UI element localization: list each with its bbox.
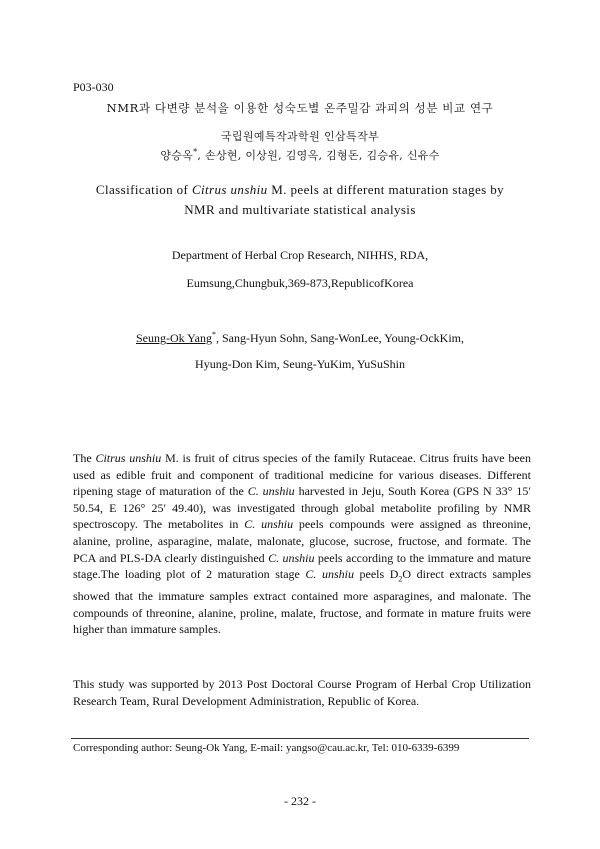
korean-affiliation: 국립원예특작과학원 인삼특작부 — [220, 130, 380, 143]
korean-title: NMR과 다변량 분석을 이용한 성숙도별 온주밀감 과피의 성분 비교 연구 — [106, 101, 494, 115]
corr-mark: * — [211, 330, 216, 339]
department: Department of Herbal Crop Research, NIHHS, RDA, — [171, 248, 429, 262]
title-species: Citrus unshiu — [191, 182, 268, 197]
korean-corr-mark: * — [193, 147, 198, 157]
korean-first-author: 양승옥 — [160, 149, 194, 162]
english-authors-line1 — [0, 330, 600, 346]
title-pre: Classification of — [95, 182, 192, 197]
title-line2: NMR and multivariate statistical analysis — [184, 202, 416, 217]
korean-other-authors: , 손상현, 이상원, 김영옥, 김형돈, 김승유, 신유수 — [197, 149, 440, 162]
acknowledgement: This study was supported by 2013 Post Doctoral Course Program of Herbal Crop Utilization Research Team, Rural Development Administration, Republic of Korea. — [73, 677, 531, 708]
abstract-code: P03-030 — [73, 80, 114, 94]
footnote: Corresponding author: Seung-Ok Yang, E-mail: yangso@cau.ac.kr, Tel: 010-6339-6399 — [73, 742, 460, 754]
page-number: - 232 - — [284, 794, 316, 808]
authors-line1-rest: , Sang-Hyun Sohn, Sang-WonLee, Young-OckKim, — [215, 331, 465, 345]
english-authors-line2: Hyung-Don Kim, Seung-YuKim, YuSuShin — [195, 357, 405, 371]
abstract-body: The Citrus unshiu M. is fruit of citrus species of the family Rutaceae. Citrus fruits have been used as edible fruit and component of traditional medicine for various diseases. Different ripening stage of maturation of the C. unshiu harvested in Jeju, South Korea (GPS N 33° 15′ 50.54, E 126° 25′ 49.40), was investigated through global metabolite profiling by NMR spectroscopy. The metabolites in C. unshiu peels compounds were assigned as threonine, alanine, proline, asparagine, malate, malonate, glucose, sucrose, fructose, and formate. The PCA and PLS-DA clearly distinguished C. unshiu peels according to the immature and mature stage.The loading plot of 2 maturation stage C. unshiu peels $D_2O$ direct extracts samples showed that the immature samples extract contained more asparagines, and malonate. The compounds of threonine, alanine, proline, malate, fructose, and formate in mature fruits were higher than immature samples. — [73, 451, 532, 637]
korean-authors — [0, 147, 600, 163]
footnote-divider — [71, 738, 529, 739]
corresponding-author-name: Seung-Ok Yang — [135, 331, 212, 345]
title-line1-post: M. peels at different maturation stages by — [267, 182, 505, 197]
address: Eumsung,Chungbuk,369-873,RepublicofKorea — [186, 276, 414, 290]
english-title — [0, 180, 600, 220]
